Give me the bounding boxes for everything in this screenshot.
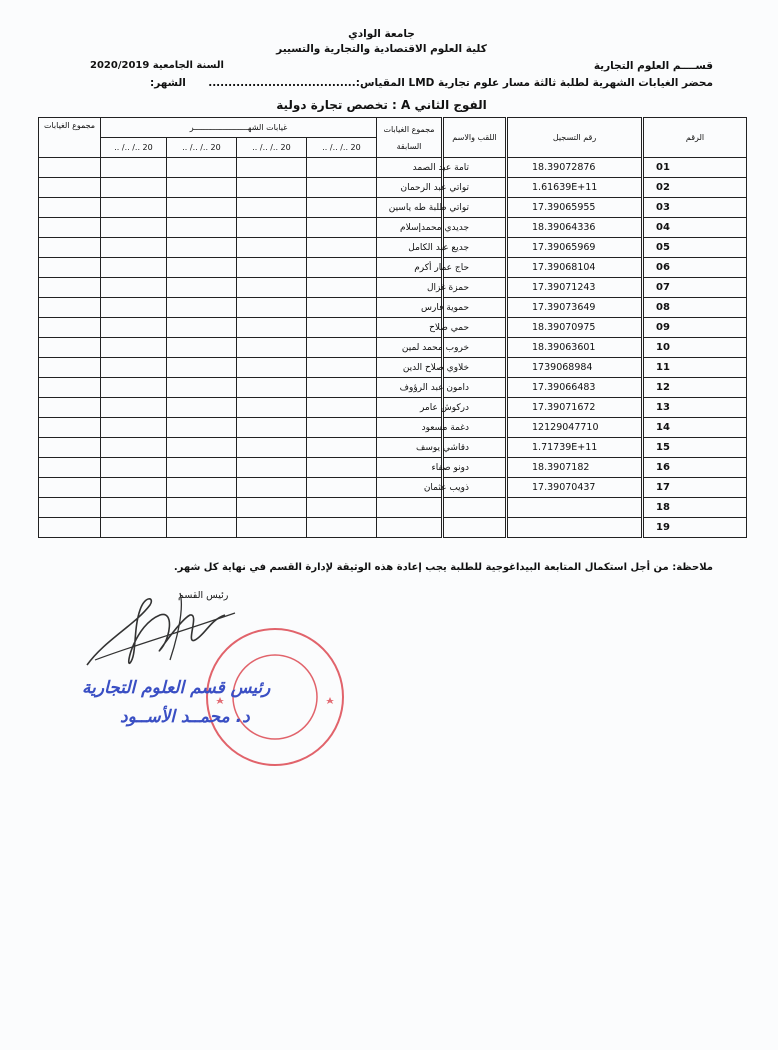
empty-cell (39, 158, 101, 178)
row-number: 07 (643, 278, 747, 298)
row-number: 06 (643, 258, 747, 278)
student-name: تامة عبد الصمد (443, 158, 507, 178)
table-row (39, 378, 778, 398)
empty-cell (377, 498, 443, 518)
empty-cell (167, 418, 237, 438)
student-name: خروب محمد لمين (443, 338, 507, 358)
table-row (39, 218, 778, 238)
empty-cell (237, 338, 307, 358)
empty-cell (39, 218, 101, 238)
chief-label: رئيس القسم (178, 590, 229, 601)
empty-cell (237, 518, 307, 538)
empty-cell (307, 278, 377, 298)
row-number: 03 (643, 198, 747, 218)
empty-cell (307, 418, 377, 438)
empty-cell (101, 318, 167, 338)
empty-cell (39, 298, 101, 318)
empty-cell (237, 278, 307, 298)
university-name: جامعة الوادي (348, 28, 415, 40)
header-month: غيابات الشهـــــــــــــــــــــــر (101, 118, 377, 138)
registration-number: 18.39064336 (507, 218, 643, 238)
empty-cell (167, 198, 237, 218)
table-row (39, 418, 778, 438)
empty-cell (237, 418, 307, 438)
empty-cell (237, 378, 307, 398)
registration-number: 18.39072876 (507, 158, 643, 178)
row-number: 01 (643, 158, 747, 178)
table-row (39, 238, 778, 258)
empty-cell (39, 518, 101, 538)
empty-cell (101, 298, 167, 318)
date-cell: .. /.. /.. 20 (307, 138, 377, 158)
date-cell: .. /.. /.. 20 (101, 138, 167, 158)
empty-cell (237, 458, 307, 478)
empty-cell (167, 258, 237, 278)
registration-number: 17.39073649 (507, 298, 643, 318)
empty-cell (39, 398, 101, 418)
empty-cell (167, 278, 237, 298)
registration-number: 1739068984 (507, 358, 643, 378)
empty-cell (167, 298, 237, 318)
empty-cell (39, 498, 101, 518)
header-total: مجموع الغيابات (39, 118, 101, 158)
registration-number: 17.39071243 (507, 278, 643, 298)
table-row (39, 278, 778, 298)
empty-cell (307, 318, 377, 338)
group-title: الفوج الثاني A : تخصص تجارة دولية (276, 98, 487, 112)
table-row (39, 438, 778, 458)
header-previous (377, 118, 443, 158)
empty-cell (167, 438, 237, 458)
student-name: دونو صفاء (443, 458, 507, 478)
empty-cell (167, 178, 237, 198)
empty-cell (167, 358, 237, 378)
empty-cell (39, 438, 101, 458)
header-previous-line2: السابقة (396, 141, 422, 151)
registration-number: 12129047710 (507, 418, 643, 438)
registration-number: 17.39065955 (507, 198, 643, 218)
table-row (39, 338, 778, 358)
empty-cell (101, 258, 167, 278)
student-name (443, 518, 507, 538)
academic-year: السنة الجامعية 2020/2019 (90, 60, 224, 71)
empty-cell (307, 218, 377, 238)
empty-cell (39, 198, 101, 218)
student-name: ذويب عثمان (443, 478, 507, 498)
header-number: الرقم (643, 118, 747, 158)
student-name (443, 498, 507, 518)
student-name: تواتي طلبة طه ياسين (443, 198, 507, 218)
registration-number: 1.61639E+11 (507, 178, 643, 198)
row-number: 14 (643, 418, 747, 438)
student-name: دغمة مسعود (443, 418, 507, 438)
empty-cell (167, 398, 237, 418)
row-number: 19 (643, 518, 747, 538)
empty-cell (101, 378, 167, 398)
table-row (39, 518, 778, 538)
empty-cell (307, 178, 377, 198)
empty-cell (39, 178, 101, 198)
empty-cell (101, 278, 167, 298)
empty-cell (39, 418, 101, 438)
empty-cell (237, 238, 307, 258)
row-number: 15 (643, 438, 747, 458)
row-number: 11 (643, 358, 747, 378)
table-row (39, 158, 778, 178)
registration-number: 18.39070975 (507, 318, 643, 338)
registration-number: 17.39065969 (507, 238, 643, 258)
empty-cell (101, 198, 167, 218)
empty-cell (307, 378, 377, 398)
empty-cell (307, 498, 377, 518)
registration-number: 17.39071672 (507, 398, 643, 418)
empty-cell (101, 178, 167, 198)
student-name: جديع عبد الكامل (443, 238, 507, 258)
attendance-rows (39, 158, 778, 538)
empty-cell (237, 218, 307, 238)
row-number: 09 (643, 318, 747, 338)
department-name: قســــم العلوم التجارية (593, 60, 713, 72)
empty-cell (237, 318, 307, 338)
empty-cell (167, 218, 237, 238)
empty-cell (101, 238, 167, 258)
header-name: اللقب والاسم (443, 118, 507, 158)
empty-cell (307, 478, 377, 498)
table-row (39, 258, 778, 278)
empty-cell (167, 318, 237, 338)
empty-cell (167, 338, 237, 358)
empty-cell (39, 278, 101, 298)
header-previous-line1: مجموع الغيابات (383, 124, 435, 134)
empty-cell (101, 438, 167, 458)
empty-cell (307, 518, 377, 538)
table-row (39, 358, 778, 378)
student-name: دامون عبد الرؤوف (443, 378, 507, 398)
empty-cell (101, 458, 167, 478)
registration-number: 17.39068104 (507, 258, 643, 278)
empty-cell (101, 158, 167, 178)
empty-cell (307, 358, 377, 378)
row-number: 17 (643, 478, 747, 498)
empty-cell (39, 318, 101, 338)
empty-cell (101, 478, 167, 498)
empty-cell (101, 338, 167, 358)
empty-cell (101, 358, 167, 378)
empty-cell (39, 458, 101, 478)
student-name: خلاوي صلاح الدين (443, 358, 507, 378)
row-number: 08 (643, 298, 747, 318)
student-name: جديدي محمدإسلام (443, 218, 507, 238)
document-title: محضر الغيابات الشهرية لطلبة ثالثة مسار علوم تجارية LMD المقياس:..................................... (208, 77, 713, 89)
student-name: تواتي عبد الرحمان (443, 178, 507, 198)
row-number: 18 (643, 498, 747, 518)
student-name: دركوش عامر (443, 398, 507, 418)
empty-cell (307, 458, 377, 478)
faculty-name: كلية العلوم الاقتصادية والتجارية والتسيير (276, 43, 487, 55)
student-name: حموية فارس (443, 298, 507, 318)
empty-cell (237, 258, 307, 278)
empty-cell (377, 518, 443, 538)
empty-cell (237, 398, 307, 418)
row-number: 02 (643, 178, 747, 198)
date-cell: .. /.. /.. 20 (237, 138, 307, 158)
student-name: حاج عمار أكرم (443, 258, 507, 278)
student-name: دقاشي يوسف (443, 438, 507, 458)
stamp-title: رئيس قسم العلوم التجارية (82, 678, 271, 698)
table-row (39, 298, 778, 318)
empty-cell (307, 298, 377, 318)
empty-cell (101, 218, 167, 238)
empty-cell (237, 158, 307, 178)
month-label: الشهر: (150, 77, 186, 89)
table-row (39, 198, 778, 218)
empty-cell (237, 358, 307, 378)
row-number: 04 (643, 218, 747, 238)
date-cell: .. /.. /.. 20 (167, 138, 237, 158)
empty-cell (237, 478, 307, 498)
empty-cell (167, 238, 237, 258)
empty-cell (167, 478, 237, 498)
empty-cell (237, 178, 307, 198)
table-row (39, 178, 778, 198)
row-number: 10 (643, 338, 747, 358)
empty-cell (167, 458, 237, 478)
empty-cell (167, 378, 237, 398)
table-row (39, 478, 778, 498)
row-number: 05 (643, 238, 747, 258)
row-number: 12 (643, 378, 747, 398)
empty-cell (307, 198, 377, 218)
empty-cell (39, 258, 101, 278)
empty-cell (101, 518, 167, 538)
empty-cell (307, 438, 377, 458)
empty-cell (237, 498, 307, 518)
empty-cell (237, 438, 307, 458)
empty-cell (307, 338, 377, 358)
empty-cell (101, 398, 167, 418)
empty-cell (237, 198, 307, 218)
registration-number: 1.71739E+11 (507, 438, 643, 458)
table-row (39, 398, 778, 418)
student-name: حمزة غزال (443, 278, 507, 298)
empty-cell (39, 378, 101, 398)
footer-note: ملاحظة: من أجل استكمال المتابعة البيداغوجية للطلبة يجب إعادة هذه الوثيقة لإدارة القسم في نهاية كل شهر. (173, 562, 713, 573)
stamp-name: د. محمــد الأســود (120, 707, 250, 727)
empty-cell (167, 518, 237, 538)
empty-cell (39, 478, 101, 498)
empty-cell (307, 398, 377, 418)
empty-cell (39, 238, 101, 258)
registration-number (507, 498, 643, 518)
student-name: حمي صلاح (443, 318, 507, 338)
row-number: 16 (643, 458, 747, 478)
empty-cell (307, 158, 377, 178)
table-row (39, 458, 778, 478)
attendance-table (38, 117, 778, 538)
registration-number (507, 518, 643, 538)
empty-cell (39, 358, 101, 378)
registration-number: 17.39066483 (507, 378, 643, 398)
empty-cell (307, 258, 377, 278)
table-row (39, 498, 778, 518)
empty-cell (307, 238, 377, 258)
empty-cell (237, 298, 307, 318)
registration-number: 17.39070437 (507, 478, 643, 498)
empty-cell (101, 498, 167, 518)
empty-cell (101, 418, 167, 438)
empty-cell (167, 158, 237, 178)
row-number: 13 (643, 398, 747, 418)
registration-number: 18.39063601 (507, 338, 643, 358)
header-registration: رقم التسجيل (507, 118, 643, 158)
empty-cell (39, 338, 101, 358)
empty-cell (167, 498, 237, 518)
table-row (39, 318, 778, 338)
registration-number: 18.3907182 (507, 458, 643, 478)
